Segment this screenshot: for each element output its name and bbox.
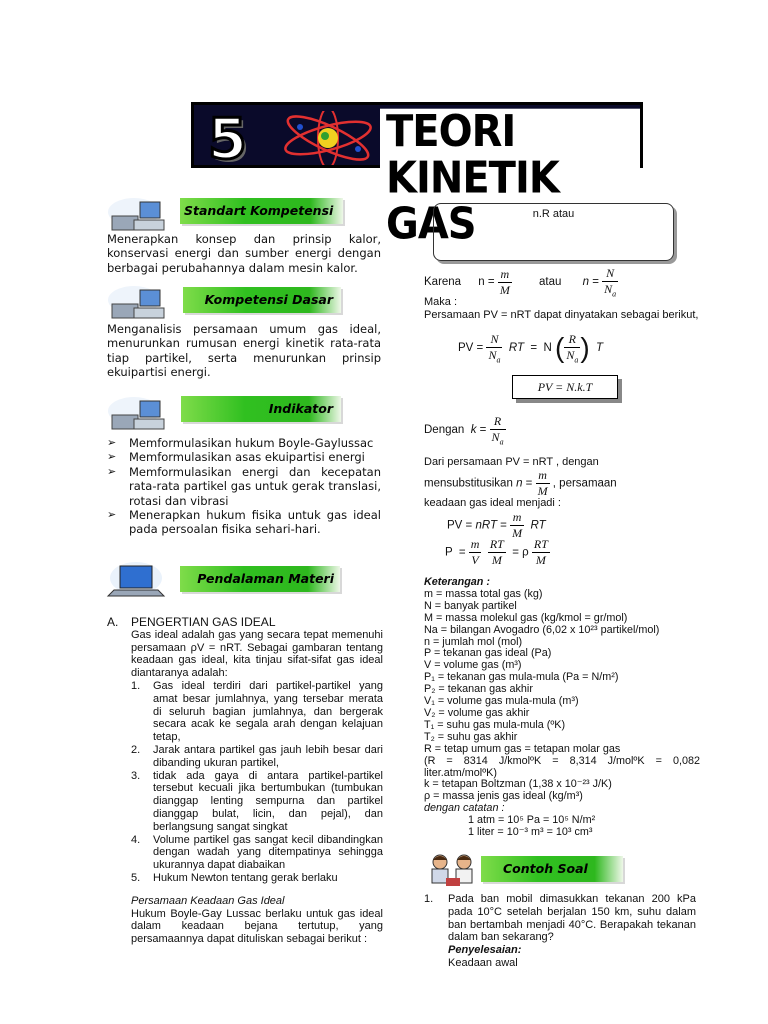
box-text: n.R atau bbox=[532, 208, 575, 220]
soal-number: 1. bbox=[424, 893, 434, 905]
section-title: Contoh Soal bbox=[503, 861, 588, 876]
atom-icon bbox=[278, 111, 378, 165]
p-equation: P = $\frac{m}{V}$ $\frac{RT}{M}$ = ρ $\frac{RT}{M}$ bbox=[445, 537, 548, 567]
persamaan-label: , persamaan bbox=[552, 477, 617, 490]
subtext: Hukum Boyle-Gay Lussac berlaku untuk gas ideal dalam keadaan bejana tertutup, yang persamaannya dapat dituliskan sebagai berikut : bbox=[131, 907, 383, 946]
list-item: P₂ = tekanan gas akhir bbox=[424, 683, 533, 696]
item-number: 5. bbox=[131, 871, 141, 884]
atau-label: atau bbox=[539, 276, 562, 289]
pengertian-heading bbox=[107, 616, 383, 629]
keadaan-text: keadaan gas ideal menjadi : bbox=[424, 497, 561, 509]
dengan-line: Dengan k = $\frac{R}{N_a}$ bbox=[424, 414, 504, 447]
computer-icon bbox=[106, 284, 170, 324]
soal-block bbox=[424, 893, 696, 970]
section-label: A. bbox=[107, 615, 119, 629]
keterangan-block bbox=[424, 577, 700, 839]
list-item: n = jumlah mol (mol) bbox=[424, 635, 523, 648]
list-item: T₂ = suhu gas akhir bbox=[424, 730, 518, 743]
section-kompetensi-dasar bbox=[183, 287, 341, 313]
list-item: ➢ Menerapkan hukum fisika untuk gas ideal pada persoalan fisika sehari-hari. bbox=[107, 508, 381, 537]
list-item bbox=[131, 872, 383, 885]
dengan-label: Dengan bbox=[424, 424, 465, 437]
item-number: 3. bbox=[131, 769, 141, 782]
item-text: Gas ideal terdiri dari partikel-partikel yang amat besar jumlahnya, yang tersebar merata di seluruh bagian jumlahnya, dan bergerak secara acak ke segala arah dengan kelajuan tetap, bbox=[153, 679, 383, 744]
list-item: V₂ = volume gas akhir bbox=[424, 706, 530, 719]
laptop-icon bbox=[106, 560, 170, 600]
list-item: P = tekanan gas ideal (Pa) bbox=[424, 647, 552, 660]
karena-label: Karena bbox=[424, 276, 462, 289]
sk-text: Menerapkan konsep dan prinsip kalor, konservasi energi dan sumber energi dengan berbagai perubahannya dalam mesin kalor. bbox=[107, 232, 381, 275]
penyelesaian-label: Penyelesaian: bbox=[448, 944, 522, 957]
chapter-title: TEORI KINETIK GAS bbox=[380, 109, 640, 248]
maka-text: Persamaan PV = nRT dapat dinyatakan sebagai berikut, bbox=[424, 308, 699, 321]
list-item: ➢ Memformulasikan asas ekuipartisi energi bbox=[107, 450, 381, 464]
section-title: Indikator bbox=[268, 401, 333, 416]
list-item: m = massa total gas (kg) bbox=[424, 587, 543, 600]
item-text: tidak ada gaya di antara partikel-partikel tersebut kecuali jika bertumbukan (tumbukan dianggap lenting sempurna dan partikel dianggap bulat, licin, dan pejal), dan berlangsung sangat singkat bbox=[153, 769, 383, 833]
pv-equation: PV = $\frac{N}{N_a}$ RT = N ( $\frac{R}{N_a}$ ) T bbox=[458, 332, 604, 365]
sifat-list bbox=[107, 680, 383, 885]
list-item bbox=[131, 770, 383, 834]
mensub-label: mensubstitusikan bbox=[424, 477, 513, 490]
list-item: k = tetapan Boltzman (1,38 x 10⁻²³ J/K) bbox=[424, 778, 612, 791]
fraction-m-M: $\frac{m}{M}$ bbox=[499, 266, 510, 297]
list-item bbox=[131, 744, 383, 770]
section-standart-kompetensi bbox=[180, 198, 343, 224]
item-number: 2. bbox=[131, 743, 141, 756]
list-item: V₁ = volume gas mula-mula (m³) bbox=[424, 695, 579, 708]
soal-text: Pada ban mobil dimasukkan tekanan 200 kPa pada 10°C setelah berjalan 150 km, suhu dalam ban bertambah menjadi 40°C. Berapakah tekanan dalam ban sekarang? bbox=[448, 893, 696, 944]
item-text: Jarak antara partikel gas jauh lebih besar dari dibanding ukuran partikel, bbox=[153, 743, 383, 769]
list-item: ➢ Memformulasikan hukum Boyle-Gaylussac bbox=[107, 436, 381, 450]
item-text: Volume partikel gas sangat kecil dibandingkan dengan wadah yang ditempatinya sehingga ukurannya dapat diabaikan bbox=[153, 833, 383, 872]
list-item: N = banyak partikel bbox=[424, 599, 517, 612]
list-item: (R = 8314 J/kmolºK = 8,314 J/molºK = 0,082 liter.atm/molºK) bbox=[424, 754, 700, 779]
boxed-equation: PV = N.k.T bbox=[512, 375, 618, 399]
list-item: Na = bilangan Avogadro (6,02 x 10²³ partikel/mol) bbox=[424, 623, 660, 636]
catatan-title: dengan catatan : bbox=[424, 802, 505, 815]
section-contoh-soal bbox=[481, 856, 623, 882]
dari-text: Dari persamaan PV = nRT , dengan bbox=[424, 456, 599, 468]
list-item: 1 liter = 10⁻³ m³ = 10³ cm³ bbox=[468, 826, 593, 839]
list-item bbox=[131, 834, 383, 872]
soal-item bbox=[424, 893, 696, 944]
section-pendalaman-materi bbox=[180, 566, 340, 592]
karena-line: Karena n = $\frac{m}{M}$ atau n = $\frac{N}{N_a}$ bbox=[424, 266, 617, 299]
item-text: Hukum Newton tentang gerak berlaku bbox=[153, 871, 338, 884]
section-title: Standart Kompetensi bbox=[184, 203, 334, 218]
mensub-line: mensubstitusikan n = $\frac{m}{M}$ , persamaan bbox=[424, 468, 617, 498]
indikator-list bbox=[107, 436, 381, 537]
fraction-N-Na: $\frac{N}{N_a}$ bbox=[604, 266, 617, 299]
maka-label: Maka : bbox=[424, 296, 458, 308]
pengertian-section bbox=[107, 616, 383, 946]
keadaan-awal-label: Keadaan awal bbox=[448, 956, 518, 969]
list-item: M = massa molekul gas (kg/kmol = gr/mol) bbox=[424, 611, 628, 624]
kd-text: Menganalisis persamaan umum gas ideal, menurunkan rumusan energi kinetik rata-rata tiap partikel, serta menurunkan prinsip ekuipartisi energi. bbox=[107, 322, 381, 380]
list-item: T₁ = suhu gas mula-mula (ºK) bbox=[424, 718, 566, 731]
pv-nrt-equation: PV = nRT = $\frac{m}{M}$ RT bbox=[447, 510, 546, 540]
item-number: 1. bbox=[131, 679, 141, 692]
formula-box bbox=[433, 203, 674, 261]
item-number: 4. bbox=[131, 833, 141, 846]
section-title: Pendalaman Materi bbox=[197, 571, 334, 586]
computer-icon bbox=[106, 196, 170, 236]
list-item: ρ = massa jenis gas ideal (kg/m³) bbox=[424, 790, 583, 803]
computer-icon bbox=[106, 395, 170, 435]
list-item: R = tetap umum gas = tetapan molar gas bbox=[424, 742, 621, 755]
list-item: V = volume gas (m³) bbox=[424, 659, 522, 672]
section-heading: PENGERTIAN GAS IDEAL bbox=[131, 615, 276, 629]
list-item bbox=[131, 680, 383, 744]
section-title: Kompetensi Dasar bbox=[204, 292, 333, 307]
chapter-number: 5 bbox=[208, 107, 247, 172]
subheading: Persamaan Keadaan Gas Ideal bbox=[131, 894, 285, 907]
maka-block bbox=[424, 296, 700, 322]
list-item: ➢ Memformulasikan energi dan kecepatan rata-rata partikel gas untuk gerak translasi, rotasi dan vibrasi bbox=[107, 465, 381, 508]
list-item: P₁ = tekanan gas mula-mula (Pa = N/m²) bbox=[424, 671, 619, 684]
pengertian-intro: Gas ideal adalah gas yang secara tepat memenuhi persamaan ρV = nRT. Sebagai gambaran tentang keadaan gas ideal, kita tinjau sifat-sifat gas ideal diantaranya adalah: bbox=[131, 628, 383, 680]
students-icon bbox=[424, 852, 482, 888]
keterangan-title: Keterangan : bbox=[424, 576, 490, 588]
list-item: 1 atm = 10⁵ Pa = 10⁵ N/m² bbox=[468, 814, 596, 827]
section-indikator bbox=[181, 396, 341, 422]
